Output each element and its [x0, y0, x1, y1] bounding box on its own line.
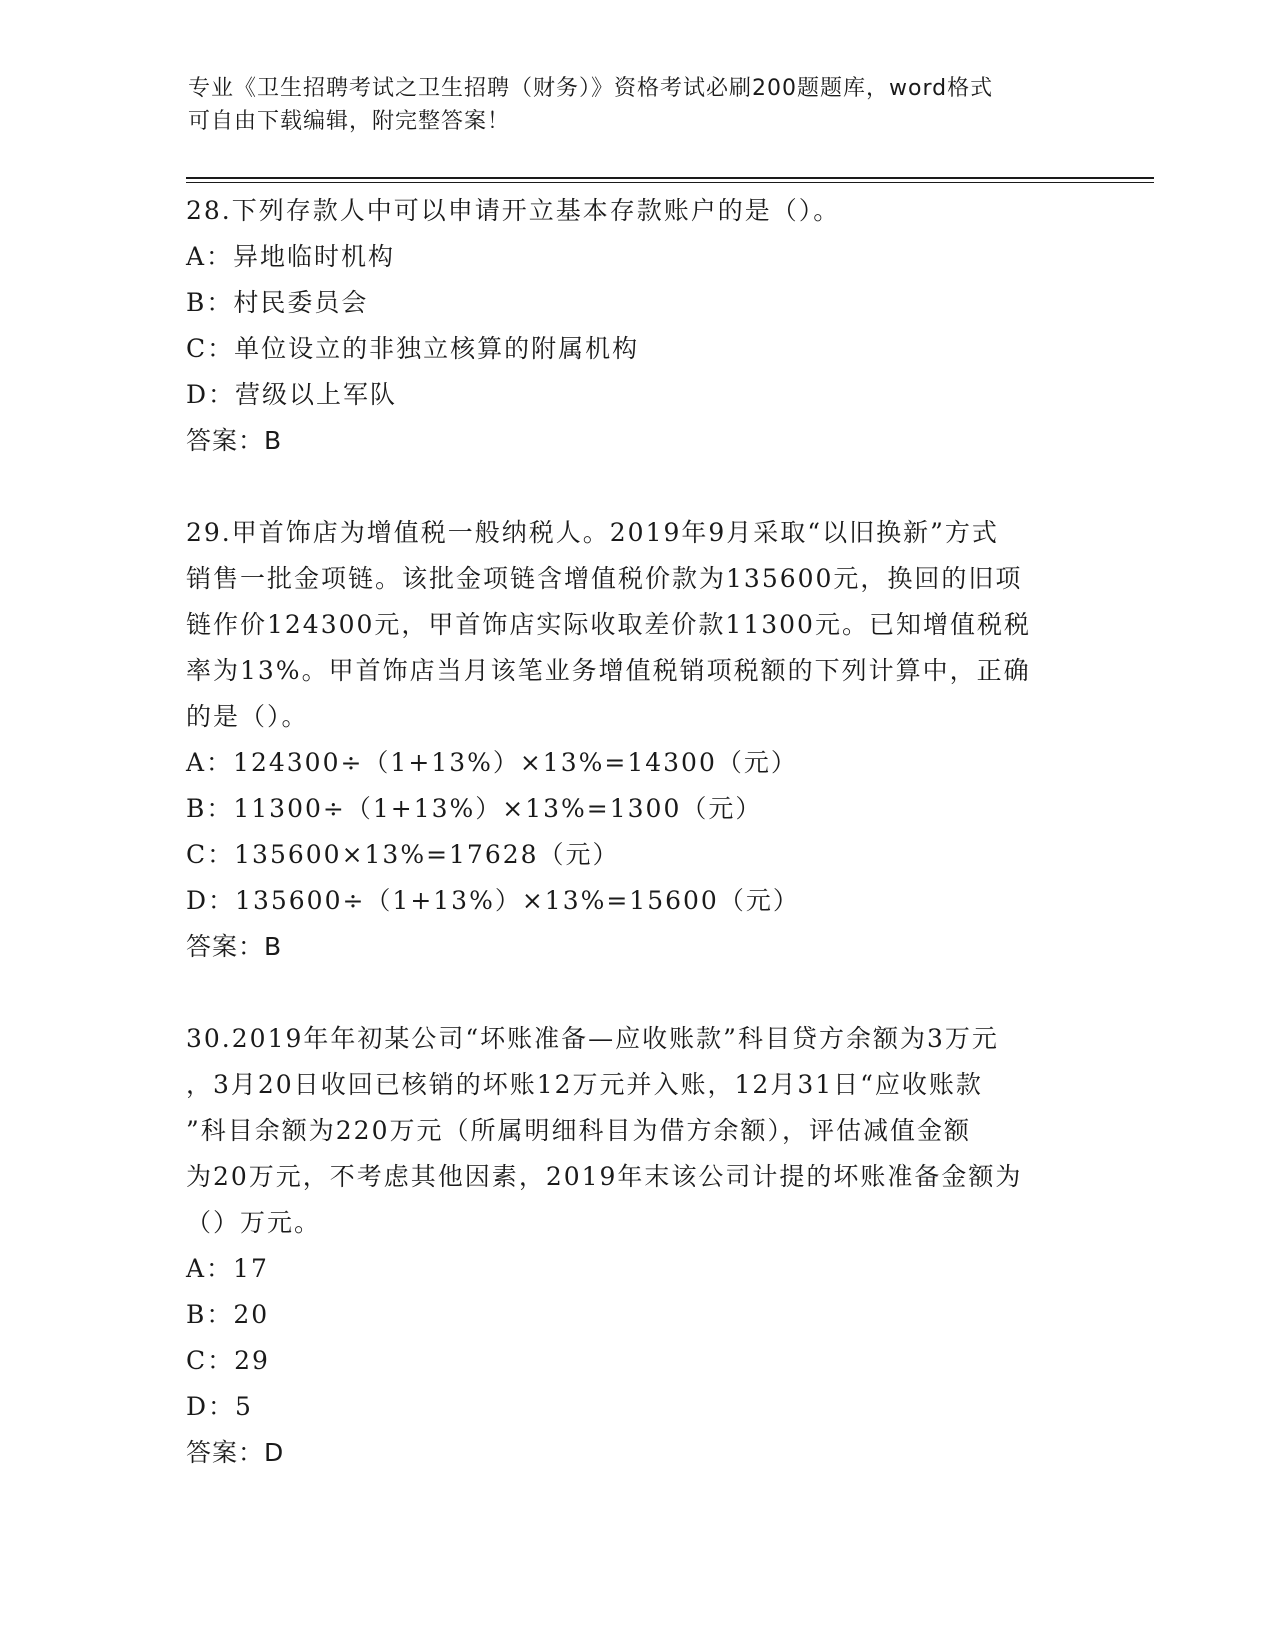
option-d: D：135600÷（1+13%）×13%=15600（元）	[186, 886, 800, 915]
answer: 答案：B	[186, 932, 283, 961]
question-text-line: 销售一批金项链。该批金项链含增值税价款为135600元，换回的旧项	[186, 564, 1023, 593]
option-b: B：11300÷（1+13%）×13%=1300（元）	[186, 794, 763, 823]
question-text-line: （）万元。	[186, 1208, 322, 1237]
question-29	[186, 510, 1086, 970]
question-text-line: 的是（）。	[186, 702, 309, 731]
option-d: D：营级以上军队	[186, 380, 398, 409]
question-text-line: 链作价124300元，甲首饰店实际收取差价款11300元。已知增值税税	[186, 610, 1031, 639]
question-text-line: ，3月20日收回已核销的坏账12万元并入账，12月31日“应收账款	[186, 1070, 983, 1099]
option-a: A：17	[186, 1254, 269, 1283]
question-text-line: 30.2019年年初某公司“坏账准备—应收账款”科目贷方余额为3万元	[186, 1024, 999, 1053]
question-text-line: 29.甲首饰店为增值税一般纳税人。2019年9月采取“以旧换新”方式	[186, 518, 999, 547]
document-header	[188, 72, 1068, 138]
question-28	[186, 188, 1086, 464]
question-text-line: ”科目余额为220万元（所属明细科目为借方余额），评估减值金额	[186, 1116, 972, 1145]
header-line-1: 专业《卫生招聘考试之卫生招聘（财务）》资格考试必刷200题题库，word格式	[188, 76, 994, 101]
header-divider-thin	[186, 182, 1154, 183]
option-d: D：5	[186, 1392, 253, 1421]
question-text-line: 率为13%。甲首饰店当月该笔业务增值税销项税额的下列计算中，正确	[186, 656, 1031, 685]
header-divider-thick	[186, 177, 1154, 179]
option-c: C：29	[186, 1346, 270, 1375]
question-text-line: 为20万元，不考虑其他因素，2019年末该公司计提的坏账准备金额为	[186, 1162, 1023, 1191]
question-list	[186, 188, 1086, 1522]
answer: 答案：D	[186, 1438, 285, 1467]
question-30	[186, 1016, 1086, 1476]
answer: 答案：B	[186, 426, 283, 455]
option-b: B：村民委员会	[186, 288, 369, 317]
option-c: C：135600×13%=17628（元）	[186, 840, 620, 869]
option-a: A：124300÷（1+13%）×13%=14300（元）	[186, 748, 798, 777]
header-line-2: 可自由下载编辑，附完整答案！	[188, 109, 511, 134]
question-text: 28.下列存款人中可以申请开立基本存款账户的是（）。	[186, 196, 841, 225]
option-b: B：20	[186, 1300, 270, 1329]
option-c: C：单位设立的非独立核算的附属机构	[186, 334, 640, 363]
option-a: A：异地临时机构	[186, 242, 396, 271]
